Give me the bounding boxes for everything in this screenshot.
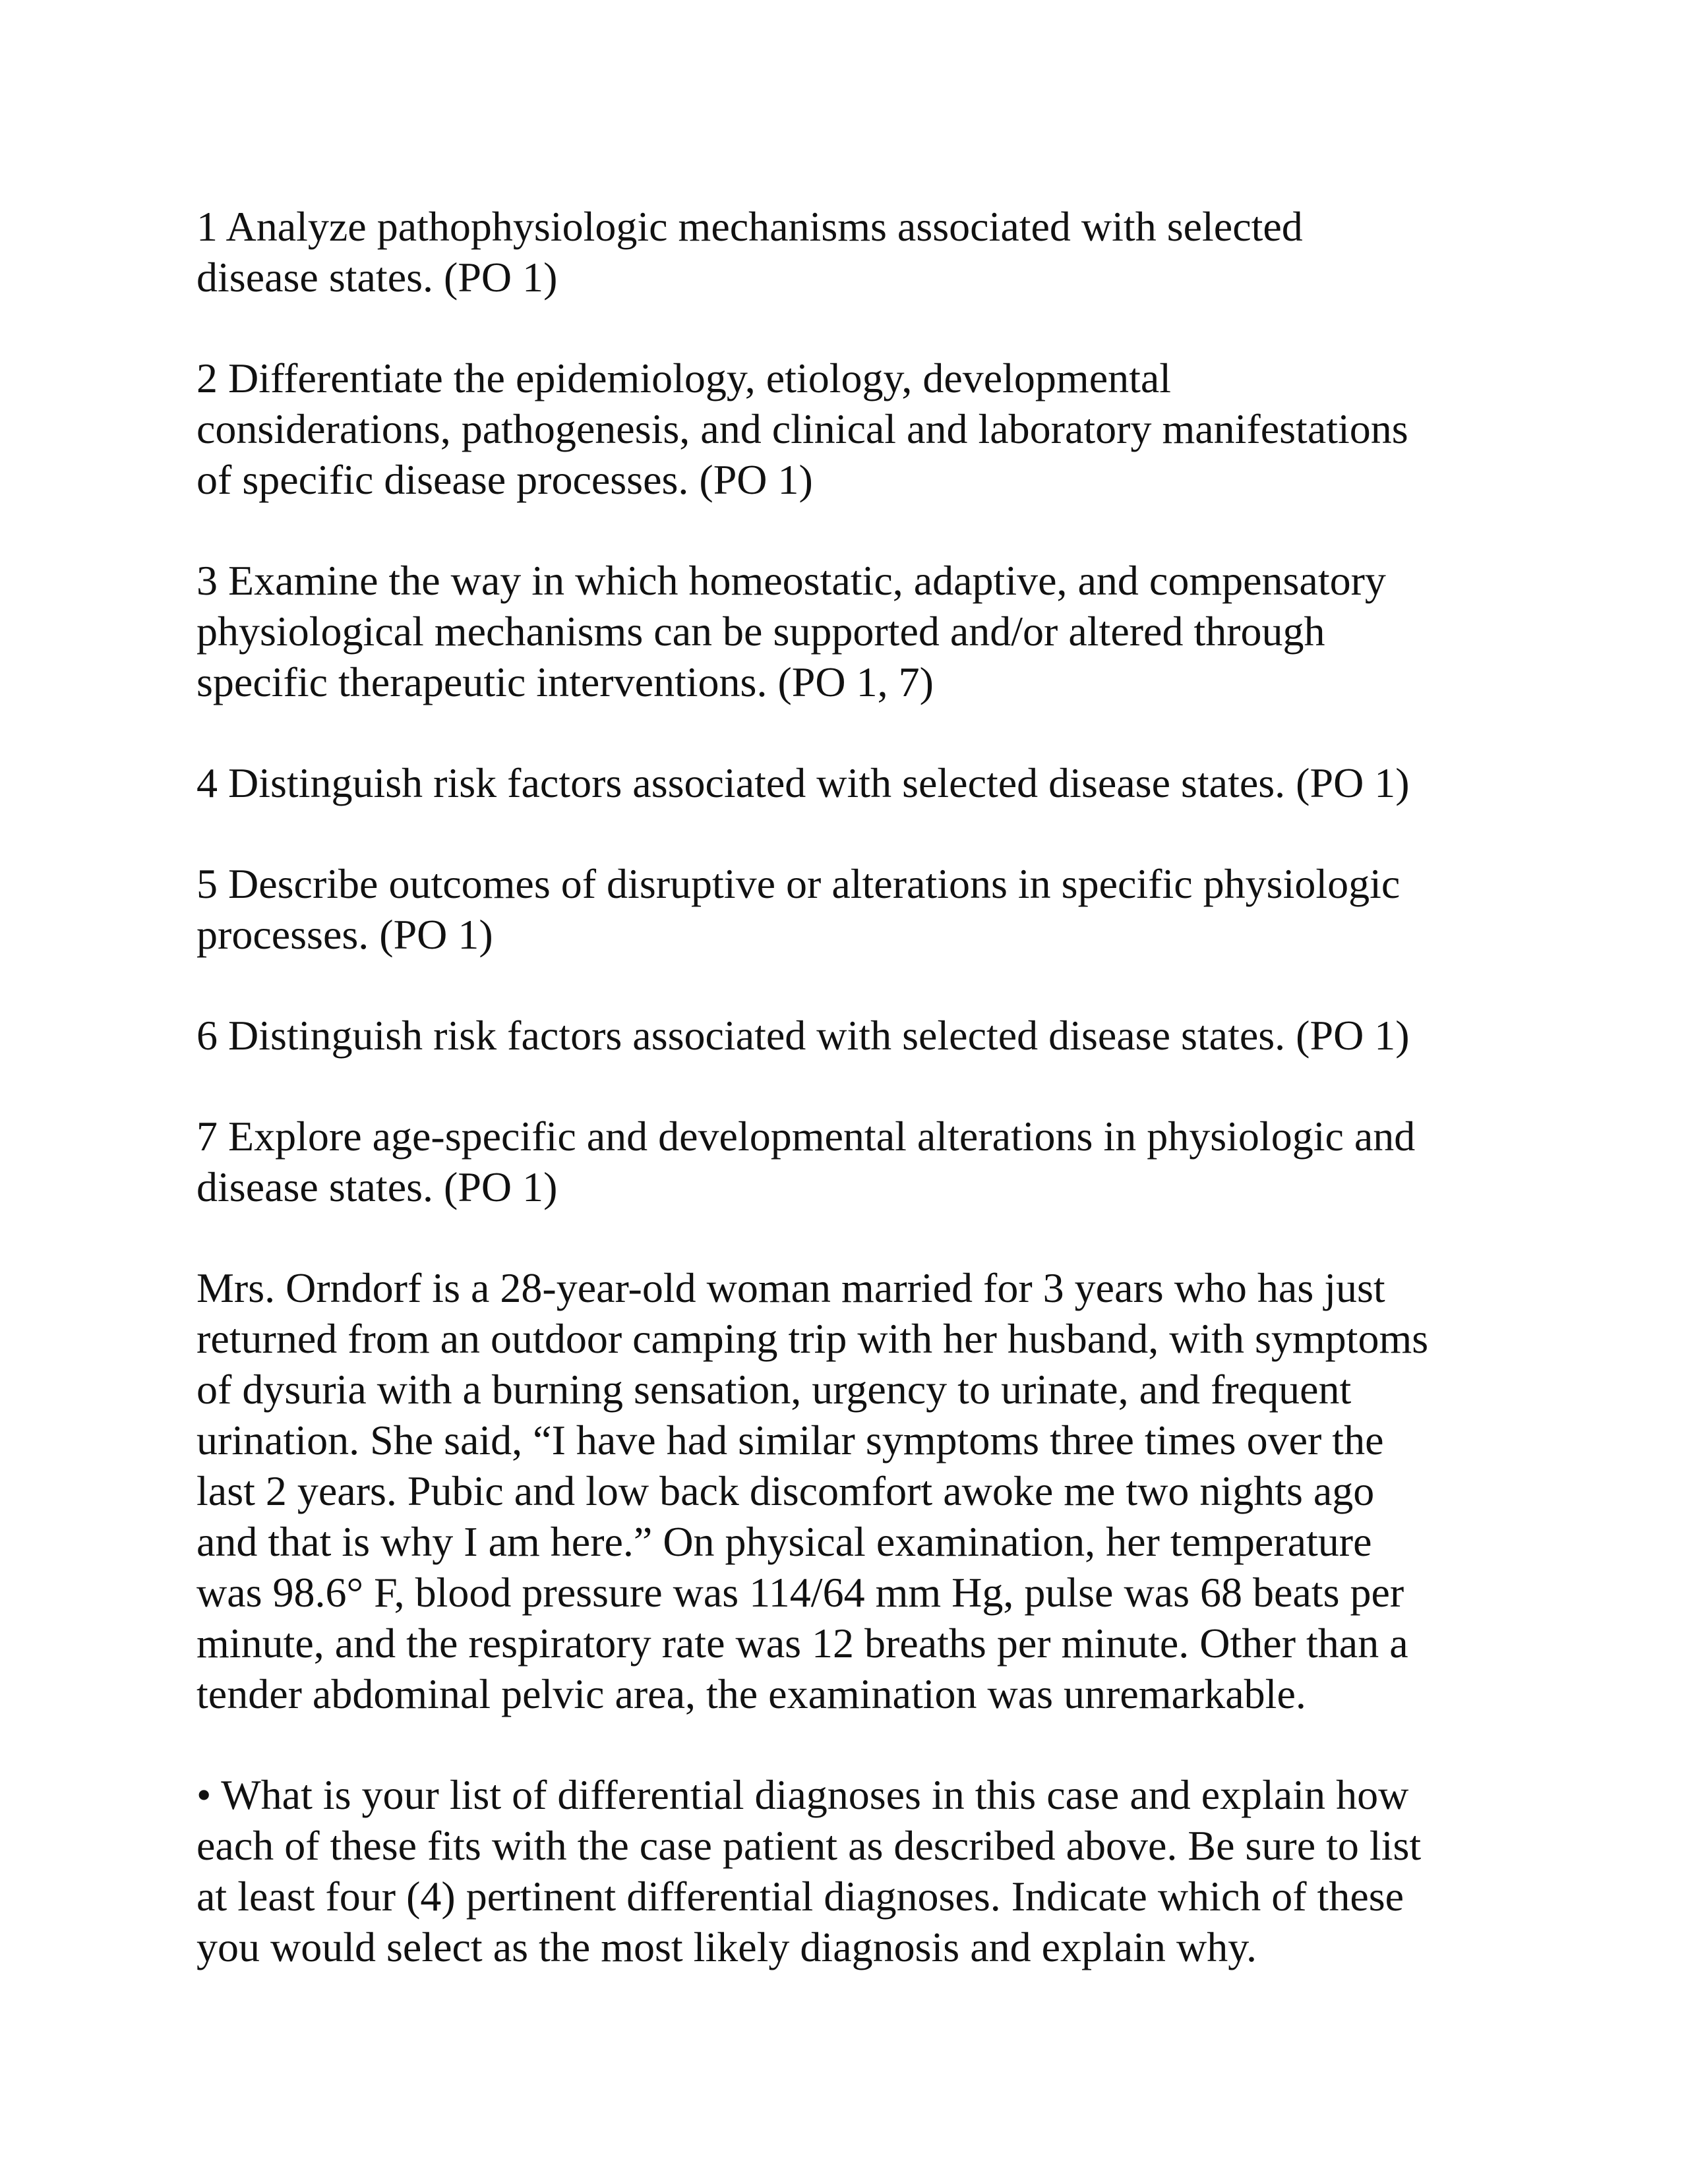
objective-1 bbox=[196, 201, 1502, 303]
question-line-1: • What is your list of differential diagnoses in this case and explain how bbox=[196, 1771, 1409, 1818]
objective-5-line-1: 5 Describe outcomes of disruptive or alterations in specific physiologic bbox=[196, 860, 1401, 907]
objective-6-line-1: 6 Distinguish risk factors associated with selected disease states. (PO 1) bbox=[196, 1012, 1410, 1059]
case-line-5: last 2 years. Pubic and low back discomfort awoke me two nights ago bbox=[196, 1467, 1375, 1514]
objective-1-line-2: disease states. (PO 1) bbox=[196, 254, 558, 301]
objective-6 bbox=[196, 1010, 1502, 1061]
objective-4 bbox=[196, 757, 1502, 808]
question-line-2: each of these fits with the case patient as described above. Be sure to list bbox=[196, 1822, 1422, 1869]
objective-3 bbox=[196, 555, 1502, 707]
case-line-1: Mrs. Orndorf is a 28-year-old woman married for 3 years who has just bbox=[196, 1264, 1385, 1311]
document-body bbox=[196, 201, 1502, 1972]
objective-2-line-1: 2 Differentiate the epidemiology, etiology, developmental bbox=[196, 355, 1172, 401]
case-study-paragraph bbox=[196, 1262, 1502, 1719]
question-line-3: at least four (4) pertinent differential diagnoses. Indicate which of these bbox=[196, 1873, 1404, 1920]
question-line-4: you would select as the most likely diagnosis and explain why. bbox=[196, 1924, 1257, 1970]
objective-7-line-1: 7 Explore age-specific and developmental alterations in physiologic and bbox=[196, 1113, 1416, 1160]
objective-5-line-2: processes. (PO 1) bbox=[196, 911, 493, 958]
objective-2-line-2: considerations, pathogenesis, and clinical and laboratory manifestations bbox=[196, 405, 1408, 452]
question-paragraph bbox=[196, 1769, 1502, 1972]
objective-5 bbox=[196, 858, 1502, 960]
objective-2-line-3: of specific disease processes. (PO 1) bbox=[196, 456, 813, 503]
case-line-9: tender abdominal pelvic area, the examination was unremarkable. bbox=[196, 1670, 1306, 1717]
case-line-3: of dysuria with a burning sensation, urgency to urinate, and frequent bbox=[196, 1366, 1352, 1413]
objective-3-line-3: specific therapeutic interventions. (PO 1, 7) bbox=[196, 659, 934, 705]
case-line-6: and that is why I am here.” On physical examination, her temperature bbox=[196, 1518, 1372, 1565]
objective-1-line-1: 1 Analyze pathophysiologic mechanisms associated with selected bbox=[196, 203, 1303, 250]
objective-3-line-1: 3 Examine the way in which homeostatic, adaptive, and compensatory bbox=[196, 557, 1386, 604]
case-line-7: was 98.6° F, blood pressure was 114/64 mm Hg, pulse was 68 beats per bbox=[196, 1569, 1404, 1616]
objective-7-line-2: disease states. (PO 1) bbox=[196, 1164, 558, 1210]
objective-7 bbox=[196, 1111, 1502, 1212]
case-line-8: minute, and the respiratory rate was 12 breaths per minute. Other than a bbox=[196, 1620, 1408, 1667]
objective-2 bbox=[196, 353, 1502, 505]
objective-4-line-1: 4 Distinguish risk factors associated with selected disease states. (PO 1) bbox=[196, 759, 1410, 806]
case-line-4: urination. She said, “I have had similar symptoms three times over the bbox=[196, 1417, 1384, 1463]
objective-3-line-2: physiological mechanisms can be supported and/or altered through bbox=[196, 608, 1325, 655]
case-line-2: returned from an outdoor camping trip with her husband, with symptoms bbox=[196, 1315, 1429, 1362]
